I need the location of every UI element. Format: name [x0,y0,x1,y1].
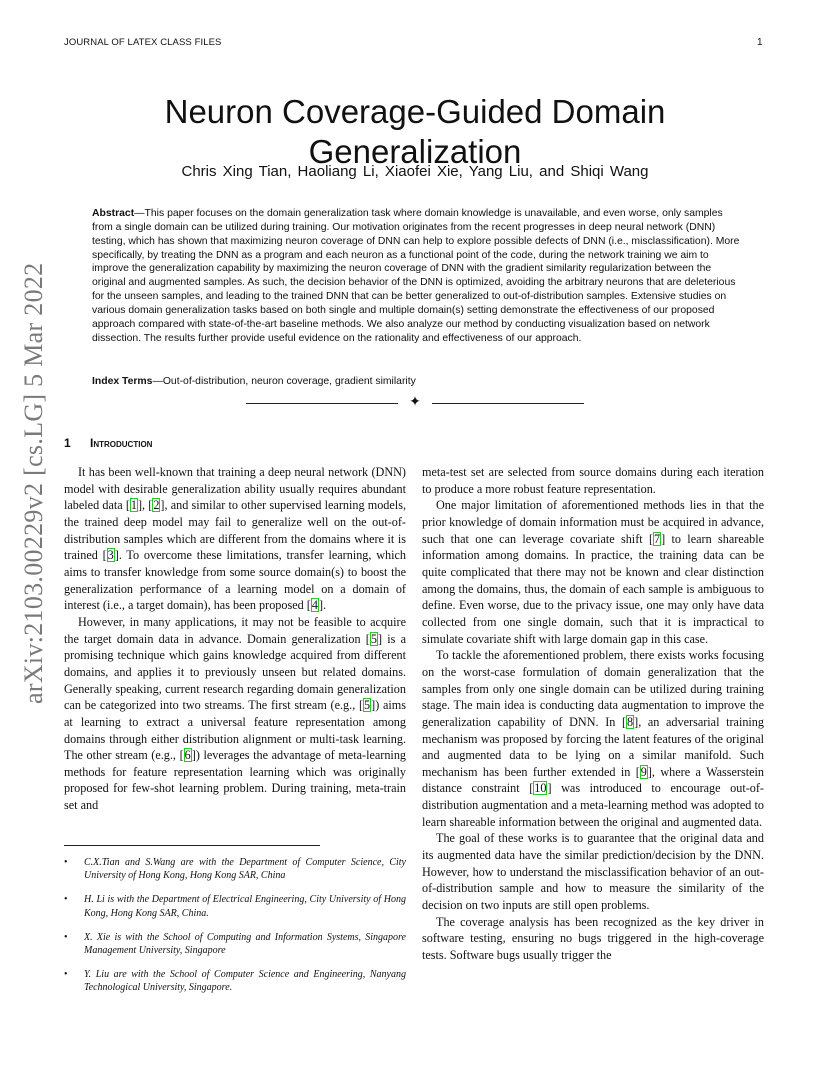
paragraph-text: One major limitation of aforementioned methods lies in that the prior knowledge of domain information must be acquired in advance, such that one can leverage covariate shift [422,498,764,546]
paragraph-text: , and similar to other supervised learning models, the trained deep model may fail to generalize well on the out-of-distribution samples which are different from the domains where it is trained [64,498,406,563]
paragraph-text: . [323,598,327,613]
index-terms-text: —Out-of-distribution, neuron coverage, gradient similarity [152,376,416,387]
citation-link[interactable]: 1 [130,498,137,513]
right-column [422,464,764,964]
paragraph-text: meta-test set are selected from source domains during each iteration to produce a more robust feature representation. [422,465,764,496]
footnote-text: H. Li is with the Department of Electrical Engineering, City University of Hong Kong, Hong Kong SAR, China. [84,894,406,919]
paper-title: Neuron Coverage-Guided Domain Generalization [164,93,666,171]
paragraph-text: ) aims at learning to extract a universal feature representation among domains through either distribution alignment or multi-task learning. The other stream (e.g., [64,698,406,763]
abstract [92,207,740,345]
citation-link[interactable]: 2 [153,498,160,513]
bullet-icon: • [64,931,68,943]
section-heading [64,436,152,450]
divider-star-icon: ✦ [409,395,421,410]
section-number: 1 [64,436,71,450]
paragraph-text: The coverage analysis has been recognized as the key driver in software testing, ensuring no bugs triggered in the high-coverage tests. Software bugs usually trigger the [422,914,764,963]
footnote-rule [64,845,320,846]
footnote-item [64,856,406,882]
citation-link[interactable]: 5 [370,631,377,646]
paragraph-text: ) leverages the advantage of meta-learning methods for feature representation learning which was originally proposed for few-shot learning problem. During training, meta-train set and [64,748,407,813]
left-column [64,464,406,814]
paragraph-text: To tackle the aforementioned problem, there exists works focusing on the worst-case formulation of domain generalization that the samples from only one single domain can be utilized during training stage. The main idea is conducting data augmentation to improve the generalization capability of DNN. In [422,648,764,729]
bullet-icon: • [64,969,68,981]
paragraph [422,464,764,497]
citation-link[interactable]: 4 [311,598,318,613]
paragraph-text: . To overcome these limitations, transfer learning, which aims to transfer knowledge from some source domain(s) to boost the generalization performance of a learning model on a domain of interest (i.e., a target domain), has been proposed [64,548,406,613]
paragraph: It has been well-known that training a deep neural network (DNN) model with desirable generalization ability usually requires abundant labeled data [1], [2], and similar to other supervised learning models, the trained deep model may fail to generalize well on the out-of-distribution samples which are different from the domains where it is trained [3]. To overcome these limitations, transfer learning, which aims to transfer knowledge from some source domain(s) to boost the generalization performance of a learning model on a domain of interest (i.e., a target domain), has been proposed [4]. [64,465,406,613]
arxiv-identifier[interactable]: arXiv:2103.00229v2 [cs.LG] 5 Mar 2022 [19,262,48,704]
citation-link[interactable]: 7 [654,531,661,546]
section-title: Introduction [90,436,153,450]
paragraph-text: However, in many applications, it may not be feasible to acquire the target domain data in advance. Domain generalization [64,614,406,646]
abstract-text: —This paper focuses on the domain generalization task where domain knowledge is unavailable, and even worse, only samples from a single domain can be utilized during training. Our motivation originates from the recent progresses in deep neural network (DNN) testing, which has shown that maximizing neuron coverage of DNN can help to explore possible defects of DNN (i.e., misclassification). More specifically, by treating the DNN as a program and each neuron as a functional point of the code, during the network training we aim to improve the generalization capability by maximizing the neuron coverage of DNN with the gradient similarity regularization between the original and augmented samples. As such, the decision behavior of the DNN is optimized, avoiding the arbitrary neurons that are deleterious for the unseen samples, and leading to the trained DNN that can be better generalized to out-of-distribution samples. Extensive studies on various domain generalization tasks based on both single and multiple domain(s) setting demonstrate the effectiveness of our proposed approach compared with state-of-the-art baseline methods. We also analyze our method by conducting visualization based on network dissection. The results further provide useful evidence on the rationality and effectiveness of our approach. [92,208,740,344]
paragraph-text: , an adversarial training mechanism was proposed by forcing the latent features of the original and augmented data to be lying on a similar manifold. Such mechanism has been further extended in [422,714,764,779]
paragraph [422,914,764,964]
paragraph-text: , where a Wasserstein distance constraint [422,764,764,796]
paragraph-text: , [142,498,149,513]
paragraph: To tackle the aforementioned problem, there exists works focusing on the worst-case formulation of domain generalization that the samples from only one single domain can be utilized during training stage. The main idea is conducting data augmentation to improve the generalization capability of DNN. In [8], an adversarial training mechanism was proposed by forcing the latent features of the original and augmented data to be lying on a similar manifold. Such mechanism has been further extended in [9], where a Wasserstein distance constraint [10] was introduced to encourage out-of-distribution augmentation and a meta-learning method was adopted to learn shareable information between the original and augmented data. [422,648,764,829]
citation-link[interactable]: 6 [184,748,191,763]
citation-link[interactable]: 9 [640,764,647,779]
footnote-text: C.X.Tian and S.Wang are with the Department of Computer Science, City University of Hong Kong, Hong Kong SAR, China [84,857,406,882]
section-divider [246,397,584,411]
divider-line-left [246,403,398,404]
index-terms-label: Index Terms [92,376,153,387]
divider-line-right [432,403,584,404]
paragraph-text: to learn shareable information among domains. In practice, the training data can be quite complicated that there may not be known and clear distinction among the domains, thus, the domain of each sample is ambiguous to define. Even worse, due to the privacy issue, one may only have data collected from one single domain, such that it is impractical to simulate covariate shift with large domain gap in this case. [422,531,764,646]
paragraph-text: The goal of these works is to guarantee that the original data and its augmented data have the similar prediction/decision by the DNN. However, how to understand the misclassification behavior of an out-of-distribution sample and how to measure the similarity of the decision on two inputs are still open problems. [422,831,764,913]
footnotes [64,856,406,1006]
footnote-item [64,968,406,994]
index-terms [92,376,740,387]
abstract-label: Abstract [92,208,135,219]
paragraph: However, in many applications, it may not be feasible to acquire the target domain data in advance. Domain generalization [5] is a promising technique which gains knowledge acquired from different domains, and applies it to previously unseen but related domains. Generally speaking, current research regarding domain generalization can be categorized into two streams. The first stream (e.g., [5]) aims at learning to extract a universal feature representation among domains through either distribution alignment or multi-task learning. The other stream (e.g., [6]) leverages the advantage of meta-learning methods for feature representation learning which was originally proposed for few-shot learning problem. During training, meta-train set and [64,614,407,813]
bullet-icon: • [64,857,68,868]
citation-link[interactable]: 8 [627,714,634,729]
footnote-item [64,893,406,919]
footnote-item [64,931,406,957]
bullet-icon: • [64,894,68,906]
paragraph-text: was introduced to encourage out-of-distribution augmentation and a meta-learning method was adopted to learn shareable information between the original and augmented data. [422,781,764,829]
journal-header: JOURNAL OF LATEX CLASS FILES [64,37,222,48]
footnote-text: Y. Liu are with the School of Computer Science and Engineering, Nanyang Technological University, Singapore. [84,969,406,994]
citation-link[interactable]: 3 [107,548,114,563]
citation-link[interactable]: 10 [534,781,547,796]
page-number: 1 [757,37,763,48]
author-list: Chris Xing Tian, Haoliang Li, Xiaofei Xie, Yang Liu, and Shiqi Wang [181,163,649,180]
paragraph: One major limitation of aforementioned methods lies in that the prior knowledge of domain information must be acquired in advance, such that one can leverage covariate shift [7] to learn shareable information among domains. In practice, the training data can be quite complicated that there may not be known and clear distinction among the domains, thus, the domain of each sample is ambiguous to define. Even worse, due to the privacy issue, one may only have data collected from one single domain, such that it is impractical to simulate covariate shift with large domain gap in this case. [422,498,764,646]
citation-link[interactable]: 5 [364,698,371,713]
paragraph-text: It has been well-known that training a deep neural network (DNN) model with desirable generalization ability usually requires abundant labeled data [64,465,406,513]
footnote-text: X. Xie is with the School of Computing and Information Systems, Singapore Management University, Singapore [84,931,406,957]
paragraph [422,830,764,913]
paragraph-text: is a promising technique which gains knowledge acquired from different domains, and applies it to previously unseen but related domains. Generally speaking, current research regarding domain generalization can be categorized into two streams. The first stream (e.g., [64,631,406,713]
